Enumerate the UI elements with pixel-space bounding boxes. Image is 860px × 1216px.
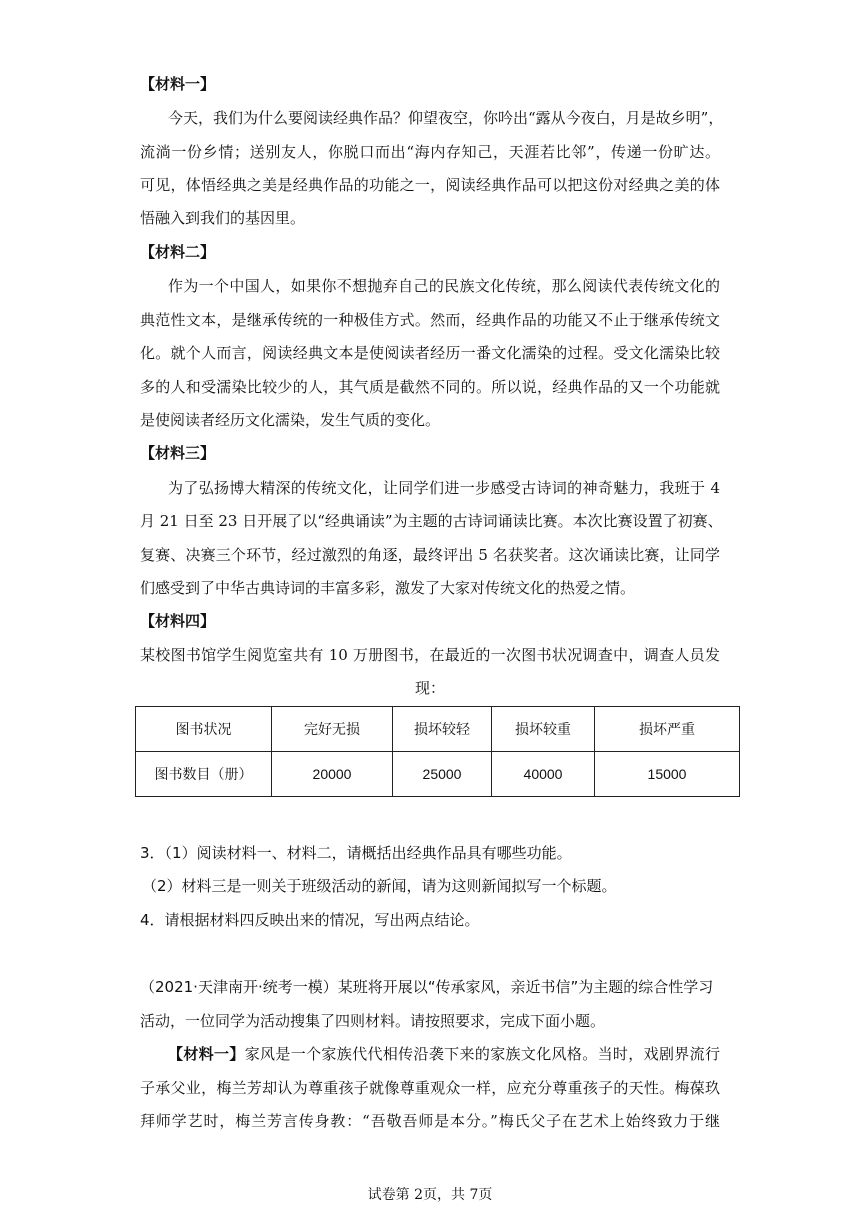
table-row: [136, 752, 740, 797]
section-2-intro-line: （2021·天津南开·统考一模）某班将开展以“传承家风，亲近书信”为主题的综合性学习: [140, 978, 714, 996]
section-2-material-1-text: 家风是一个家族代代相传沿袭下来的家族文化风格。当时，戏剧界流行: [244, 1045, 720, 1063]
section-2-material-1-line: 子承父业，梅兰芳却认为尊重孩子就像尊重观众一样，应充分尊重孩子的天性。梅葆玖: [140, 1079, 720, 1097]
table-header-cell: 损坏较轻: [393, 707, 492, 752]
material-3-label: 【材料三】: [140, 444, 216, 462]
question-3-1: 3．（1）阅读材料一、材料二，请概括出经典作品具有哪些功能。: [140, 844, 572, 862]
page-footer: 试卷第 2页，共 7页: [367, 1187, 493, 1203]
material-1-line: 可见，体悟经典之美是经典作品的功能之一，阅读经典作品可以把这份对经典之美的体: [140, 176, 720, 194]
material-3-line: 为了弘扬博大精深的传统文化，让同学们进一步感受古诗词的神奇魅力，我班于 4: [168, 479, 720, 497]
table-header-cell: 完好无损: [272, 707, 393, 752]
question-3-2: （2）材料三是一则关于班级活动的新闻，请为这则新闻拟写一个标题。: [142, 877, 617, 895]
table-cell: 25000: [393, 752, 492, 797]
material-3-line: 复赛、决赛三个环节，经过激烈的角逐，最终评出 5 名获奖者。这次诵读比赛，让同学: [140, 546, 720, 564]
material-1-line: 今天，我们为什么要阅读经典作品？仰望夜空，你吟出“露从今夜白，月是故乡明”，: [168, 109, 724, 127]
material-3-line: 月 21 日至 23 日开展了以“经典诵读”为主题的古诗词诵读比赛。本次比赛设置了初赛、: [140, 512, 723, 530]
material-1-label: 【材料一】: [140, 75, 216, 93]
table-header-row: [136, 707, 740, 752]
section-2-material-1-line: 拜师学艺时，梅兰芳言传身教：“吾敬吾师是本分。”梅氏父子在艺术上始终致力于继: [140, 1112, 720, 1130]
material-2-line: 典范性文本，是继承传统的一种极佳方式。然而，经典作品的功能又不止于继承传统文: [140, 311, 720, 329]
material-2-label: 【材料二】: [140, 243, 216, 261]
material-2-line: 是使阅读者经历文化濡染，发生气质的变化。: [140, 411, 441, 429]
section-2-intro-line: 活动，一位同学为活动搜集了四则材料。请按照要求，完成下面小题。: [140, 1012, 606, 1030]
material-3-line: 们感受到了中华古典诗词的丰富多彩，激发了大家对传统文化的热爱之情。: [140, 579, 636, 597]
material-2-line: 化。就个人而言，阅读经典文本是使阅读者经历一番文化濡染的过程。受文化濡染比较: [140, 344, 720, 362]
material-4-tail: 现：: [414, 679, 445, 697]
table-cell: 15000: [595, 752, 740, 797]
table-cell: 40000: [492, 752, 595, 797]
table-cell: 20000: [272, 752, 393, 797]
material-4-line: 某校图书馆学生阅览室共有 10 万册图书，在最近的一次图书状况调查中，调查人员发: [140, 646, 720, 664]
material-2-line: 多的人和受濡染比较少的人，其气质是截然不同的。所以说，经典作品的又一个功能就: [140, 378, 720, 396]
section-2-material-1-label: 【材料一】: [168, 1045, 245, 1063]
book-status-table: [135, 706, 740, 797]
material-1-line: 流淌一份乡情；送别友人，你脱口而出“海内存知己，天涯若比邻”，传递一份旷达。: [140, 143, 720, 161]
table-header-cell: 损坏严重: [595, 707, 740, 752]
table-row-label: 图书数目（册）: [136, 752, 272, 797]
material-4-label: 【材料四】: [140, 612, 216, 630]
table-header-cell: 损坏较重: [492, 707, 595, 752]
section-2-material-1-first-line: [168, 1043, 720, 1065]
question-4: 4．请根据材料四反映出来的情况，写出两点结论。: [140, 911, 480, 929]
material-1-line: 悟融入到我们的基因里。: [140, 209, 306, 227]
material-2-line: 作为一个中国人，如果你不想抛弃自己的民族文化传统，那么阅读代表传统文化的: [168, 277, 720, 295]
table-header-cell: 图书状况: [136, 707, 272, 752]
